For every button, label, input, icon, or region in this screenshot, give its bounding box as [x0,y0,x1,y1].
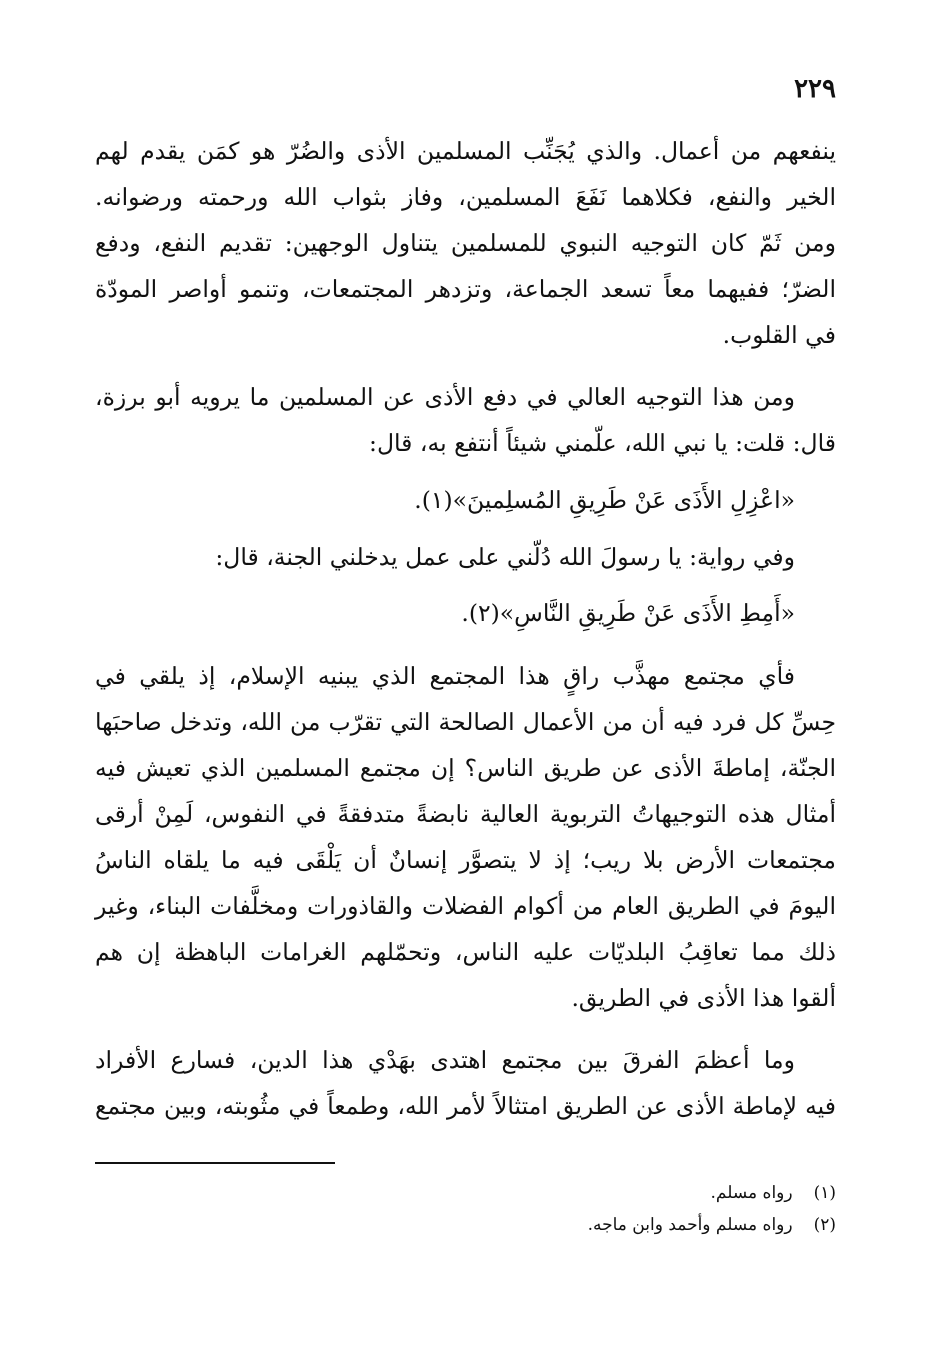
footnote [95,1213,836,1237]
footnote-number: (١) [813,1183,836,1203]
body-line: فأي مجتمع مهذَّب راقٍ هذا المجتمع الذي يبنيه الإسلام، إذ يلقي في [95,662,795,690]
hadith-quote: «اعْزِلِ الأَذَى عَنْ طَرِيقِ المُسلِمينَ»(١). [414,486,795,514]
footnote-divider [95,1162,335,1164]
body-line: حِسِّ كل فرد فيه أن من الأعمال الصالحة التي تقرّب من الله، وتدخل صاحبَها [95,708,836,736]
body-line: قال: قلت: يا نبي الله، علّمني شيئاً أنتفع به، قال: [369,429,836,457]
footnote-text: رواه مسلم وأحمد وابن ماجه. [587,1215,793,1235]
body-line: فيه لإماطة الأذى عن الطريق امتثالاً لأمر الله، وطمعاً في مثُوبته، وبين مجتمع [95,1092,836,1120]
body-line: في القلوب. [722,321,836,349]
body-line: الضرّ؛ ففيهما معاً تسعد الجماعة، وتزدهر المجتمعات، وتنمو أواصر المودّة [95,275,836,303]
body-line: ألقوا هذا الأذى في الطريق. [571,984,836,1012]
body-line: ذلك مما تعاقِبُ البلديّات عليه الناس، وتحمّلهم الغرامات الباهظة إن هم [95,938,836,966]
body-line: الجنّة، إماطةَ الأذى عن طريق الناس؟ إن مجتمع المسلمين الذي تعيش فيه [95,754,836,782]
hadith-quote: «أَمِطِ الأَذَى عَنْ طَرِيقِ النَّاسِ»(٢). [461,599,795,627]
body-line: وفي رواية: يا رسولَ الله دُلّني على عمل يدخلني الجنة، قال: [215,543,795,571]
body-line: أمثال هذه التوجيهاتُ التربوية العالية نابضةً متدفقةً في النفوس، لَمِنْ أرقى [95,800,836,828]
body-line: ومن ثَمّ كان التوجيه النبوي للمسلمين يتناول الوجهين: تقديم النفع، ودفع [95,229,836,257]
body-line: مجتمعات الأرض بلا ريب؛ إذ لا يتصوَّر إنسانٌ أن يَلْقَى فيه ما يلقاه الناسُ [95,846,836,874]
body-line: ومن هذا التوجيه العالي في دفع الأذى عن المسلمين ما يرويه أبو برزة، [95,383,795,411]
body-line: اليومَ في الطريق العام من أكوام الفضلات والقاذورات ومخلَّفات البناء، وغير [95,892,836,920]
body-line: الخير والنفع، فكلاهما نَفَعَ المسلمين، وفاز بثواب الله ورحمته ورضوانه. [95,183,836,211]
body-line: ينفعهم من أعمال. والذي يُجَنِّب المسلمين الأذى والضُرّ هو كمَن يقدم لهم [95,137,836,165]
page-number: ٢٢٩ [794,74,836,104]
footnote [95,1181,836,1205]
footnote-text: رواه مسلم. [710,1183,793,1203]
footnote-number: (٢) [813,1215,836,1235]
body-line: وما أعظمَ الفرقَ بين مجتمع اهتدى بهَدْي هذا الدين، فسارع الأفراد [95,1046,795,1074]
